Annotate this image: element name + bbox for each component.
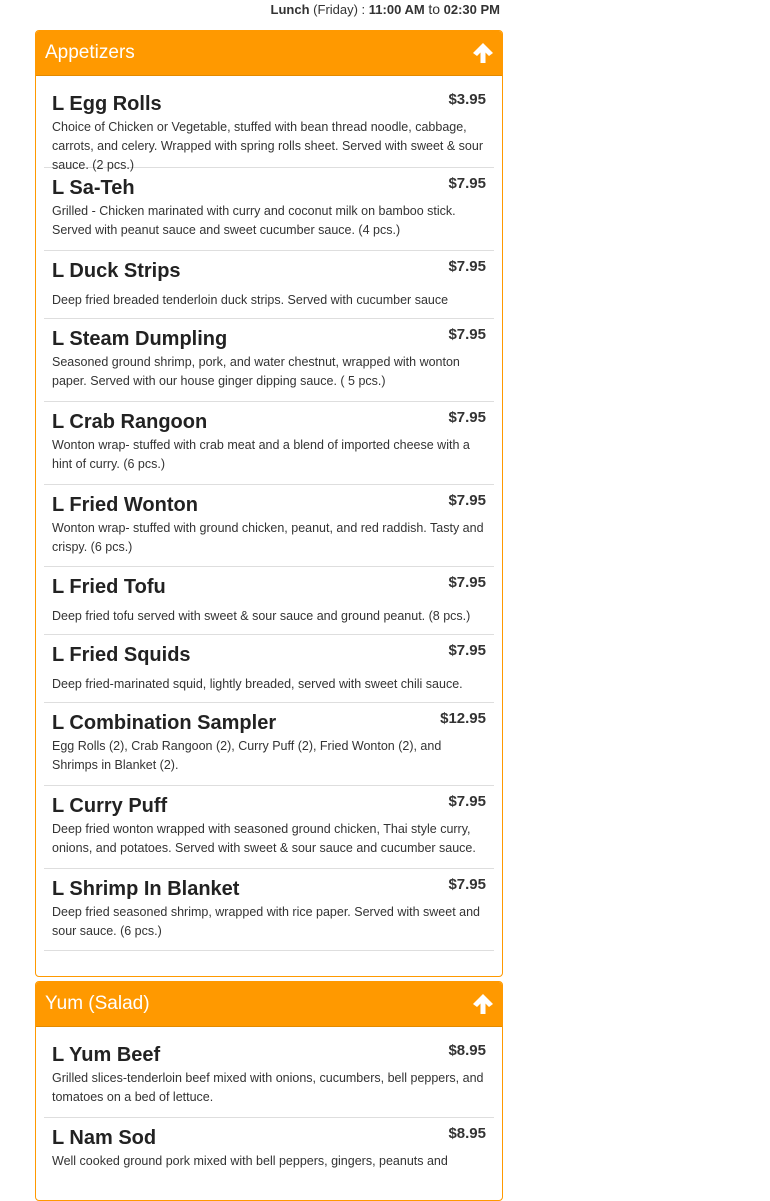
arrow-up-icon[interactable] [472,993,494,1015]
item-price: $8.95 [448,1042,486,1059]
item-price: $3.95 [448,91,486,108]
item-name: L Crab Rangoon [52,411,208,433]
menu-item[interactable] [44,402,494,485]
menu-item[interactable] [44,485,494,567]
item-description: Deep fried-marinated squid, lightly breaded, served with sweet chili sauce. [52,677,463,691]
item-price: $7.95 [448,258,486,275]
item-description: Seasoned ground shrimp, pork, and water chestnut, wrapped with wonton paper. Served with our house ginger dipping sauce. ( 5 pcs.) [52,355,460,388]
menu-item[interactable] [44,84,494,172]
item-price: $12.95 [440,710,486,727]
section-title: Yum (Salad) [45,993,150,1014]
item-name: L Yum Beef [52,1044,161,1066]
item-description: Choice of Chicken or Vegetable, stuffed with bean thread noodle, cabbage, carrots, and celery. Wrapped with spring rolls sheet. Served with sweet & sour sauce. (2 pcs.) [52,120,483,172]
item-name: L Egg Rolls [52,93,162,115]
menu-item[interactable] [44,703,494,786]
item-description: Wonton wrap- stuffed with crab meat and a blend of imported cheese with a hint of curry. (6 pcs.) [52,438,470,471]
item-name: L Shrimp In Blanket [52,878,240,900]
item-price: $7.95 [448,793,486,810]
item-name: L Fried Tofu [52,576,166,598]
item-price: $7.95 [448,326,486,343]
menu-item[interactable] [44,786,494,869]
menu-item[interactable] [44,319,494,402]
item-name: L Duck Strips [52,260,181,282]
item-name: L Sa-Teh [52,177,135,199]
item-description: Egg Rolls (2), Crab Rangoon (2), Curry Puff (2), Fried Wonton (2), and Shrimps in Blanket (2). [52,739,442,772]
menu-item[interactable] [44,168,494,251]
section-header[interactable] [36,982,502,1027]
item-description: Grilled slices-tenderloin beef mixed with onions, cucumbers, bell peppers, and tomatoes on a bed of lettuce. [52,1071,484,1104]
section-header[interactable] [36,31,502,76]
business-hours [35,0,500,19]
item-description: Wonton wrap- stuffed with ground chicken, peanut, and red raddish. Tasty and crispy. (6 pcs.) [52,521,484,554]
item-name: L Combination Sampler [52,712,277,734]
menu-item[interactable] [44,1118,494,1201]
item-description: Deep fried seasoned shrimp, wrapped with rice paper. Served with sweet and sour sauce. (6 pcs.) [52,905,481,938]
item-name: L Fried Squids [52,644,191,666]
item-name: L Steam Dumpling [52,328,228,350]
item-price: $7.95 [448,409,486,426]
item-description: Deep fried tofu served with sweet & sour sauce and ground peanut. (8 pcs.) [52,609,471,623]
item-description: Deep fried wonton wrapped with seasoned ground chicken, Thai style curry, onions, and potatoes. Served with sweet & sour sauce and cucumber sauce. [52,822,476,855]
section-appetizers [35,30,503,977]
item-description: Grilled - Chicken marinated with curry and coconut milk on bamboo stick. Served with peanut sauce and sweet cucumber sauce. (4 pcs.) [52,204,456,237]
item-description: Deep fried breaded tenderloin duck strips. Served with cucumber sauce [52,293,449,307]
item-description: Well cooked ground pork mixed with bell peppers, gingers, peanuts and [52,1154,448,1168]
section-yum-salad [35,981,503,1201]
item-price: $7.95 [448,492,486,509]
start-time: 11:00 AM [368,2,425,17]
item-price: $7.95 [448,876,486,893]
item-price: $8.95 [448,1125,486,1142]
menu-item[interactable] [44,1035,494,1118]
arrow-up-icon[interactable] [472,42,494,64]
item-price: $7.95 [448,175,486,192]
to-label: to [428,1,440,17]
section-title: Appetizers [45,42,135,63]
meal-label: Lunch [270,2,310,17]
menu-items-list [36,76,502,951]
menu-item[interactable] [44,869,494,951]
menu-item[interactable] [44,635,494,703]
menu-item[interactable] [44,567,494,635]
item-name: L Fried Wonton [52,494,198,516]
end-time: 02:30 PM [443,2,500,17]
day-label: (Friday) : [313,2,366,17]
item-name: L Curry Puff [52,795,168,817]
item-price: $7.95 [448,574,486,591]
menu-item[interactable] [44,251,494,319]
item-price: $7.95 [448,642,486,659]
item-name: L Nam Sod [52,1127,157,1149]
